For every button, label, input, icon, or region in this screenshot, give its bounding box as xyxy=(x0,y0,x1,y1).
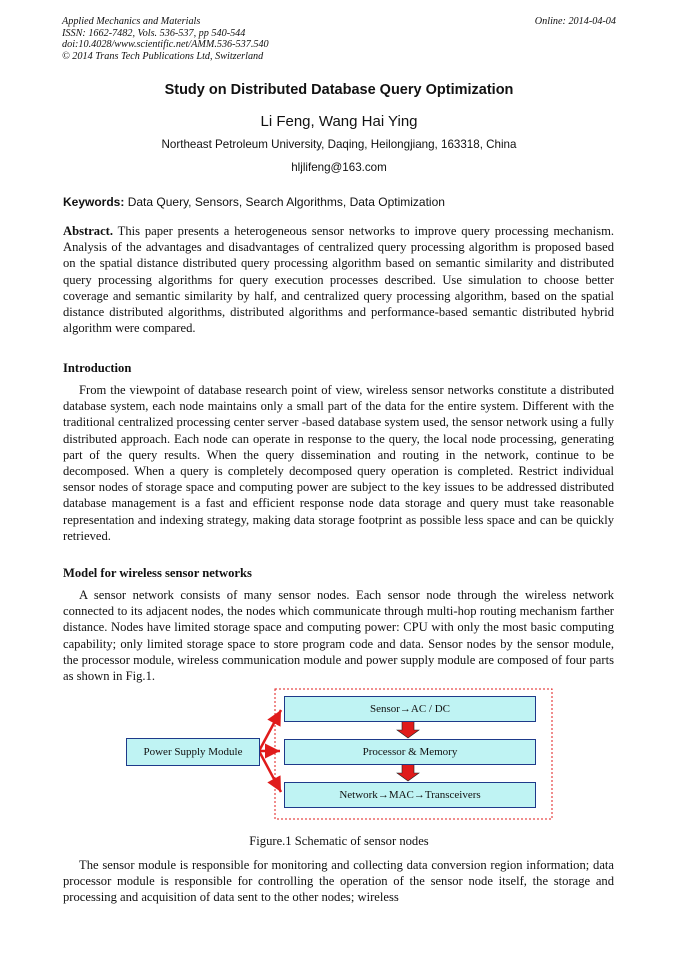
affiliation: Northeast Petroleum University, Daqing, Heilongjiang, 163318, China xyxy=(161,138,517,151)
intro-paragraph: From the viewpoint of database research point of view, wireless sensor networks constitute a distributed database system, each node maintains only a small part of the data for the entire system. Different with the traditional centralized processing center server -based database system used, the sensor network using a fully distributed approach. Each node can operate in response to the query, the local node processing, generating part of the query results. When the query dissemination and routing in the network, continue to be decomposed. When a query is completely decomposed query operation is completed. Restrict individual sensor nodes of storage space and computing power are subject to the key issues to be addressed distributed database management is a fast and efficient response node data storage and query must take reasonable representation and indexing strategy, making data storage footprint as possible less space and can be quickly retrieved. xyxy=(63,383,614,543)
model-paragraph: A sensor network consists of many sensor nodes. Each sensor node through the wireless network connected to its adjacent nodes, the nodes which communicate through multi-hop routing mechanism farther distance. Nodes have limited storage space and computing power: CPU with only the most basic computing capability; only limited storage space to store program code and data. Sensor nodes by the sensor module, the processor module, wireless communication module and power supply module are composed of four parts as shown in Fig.1. xyxy=(63,588,614,684)
keywords-label: Keywords: xyxy=(63,195,125,209)
intro-heading: Introduction xyxy=(63,361,132,375)
abstract-text: This paper presents a heterogeneous sensor networks to improve query processing mechanism. Analysis of the advantages and disadvantages of centralized query processing algorithm is proposed based on the spatial distance distributed query processing algorithm based on semantic similarity and distributed query processing algorithms for query execution processes described. Use simulation to choose better coverage and semantic similarity by half, and centralized query processing algorithm, based on the spatial distance distributed algorithms, distributed algorithms and performance-based semantic distributed hybrid algorithm were compared. xyxy=(63,224,615,336)
network-label: Network xyxy=(339,789,378,801)
authors: Li Feng, Wang Hai Ying xyxy=(260,113,418,130)
figure-caption: Figure.1 Schematic of sensor nodes xyxy=(249,834,429,848)
down-arrow-processor-network xyxy=(397,764,419,781)
right-arrow-icon: → xyxy=(377,789,389,801)
down-arrow-sensor-processor xyxy=(397,721,419,738)
journal-name: Applied Mechanics and Materials xyxy=(62,16,201,27)
arrow-to-network xyxy=(259,751,281,792)
online-date: Online: 2014-04-04 xyxy=(534,16,616,27)
acdc-label: AC / DC xyxy=(410,703,451,715)
keywords xyxy=(63,195,445,209)
transceivers-label: Transceivers xyxy=(424,789,481,801)
model-heading: Model for wireless sensor networks xyxy=(63,566,252,580)
right-arrow-icon: → xyxy=(399,703,411,715)
sensor-module-paragraph: The sensor module is responsible for monitoring and collecting data conversion region information; data processor module is responsible for controlling the operation of the sensor node itself, the storage and processing and acquisition of data sent to the other nodes; wireless xyxy=(63,858,614,905)
doi-line: doi:10.4028/www.scientific.net/AMM.536-537.540 xyxy=(62,39,269,51)
issn-line: ISSN: 1662-7482, Vols. 536-537, pp 540-544 xyxy=(62,27,246,39)
abstract-label: Abstract. xyxy=(63,224,114,238)
copyright-line: © 2014 Trans Tech Publications Ltd, Switzerland xyxy=(62,50,264,62)
author-email: hljlifeng@163.com xyxy=(291,161,387,174)
sensor-label: Sensor xyxy=(369,703,400,715)
keywords-list: Data Query, Sensors, Search Algorithms, Data Optimization xyxy=(127,195,445,209)
journal-header xyxy=(62,16,269,62)
arrow-to-sensor xyxy=(259,710,281,751)
network-box xyxy=(284,782,536,808)
paper-title: Study on Distributed Database Query Optimization xyxy=(164,82,514,98)
power-supply-box: Power Supply Module xyxy=(126,738,260,766)
right-arrow-icon: → xyxy=(413,789,425,801)
abstract xyxy=(63,223,614,336)
mac-label: MAC xyxy=(388,789,414,801)
processor-box: Processor & Memory xyxy=(284,739,536,765)
sensor-box xyxy=(284,696,536,722)
